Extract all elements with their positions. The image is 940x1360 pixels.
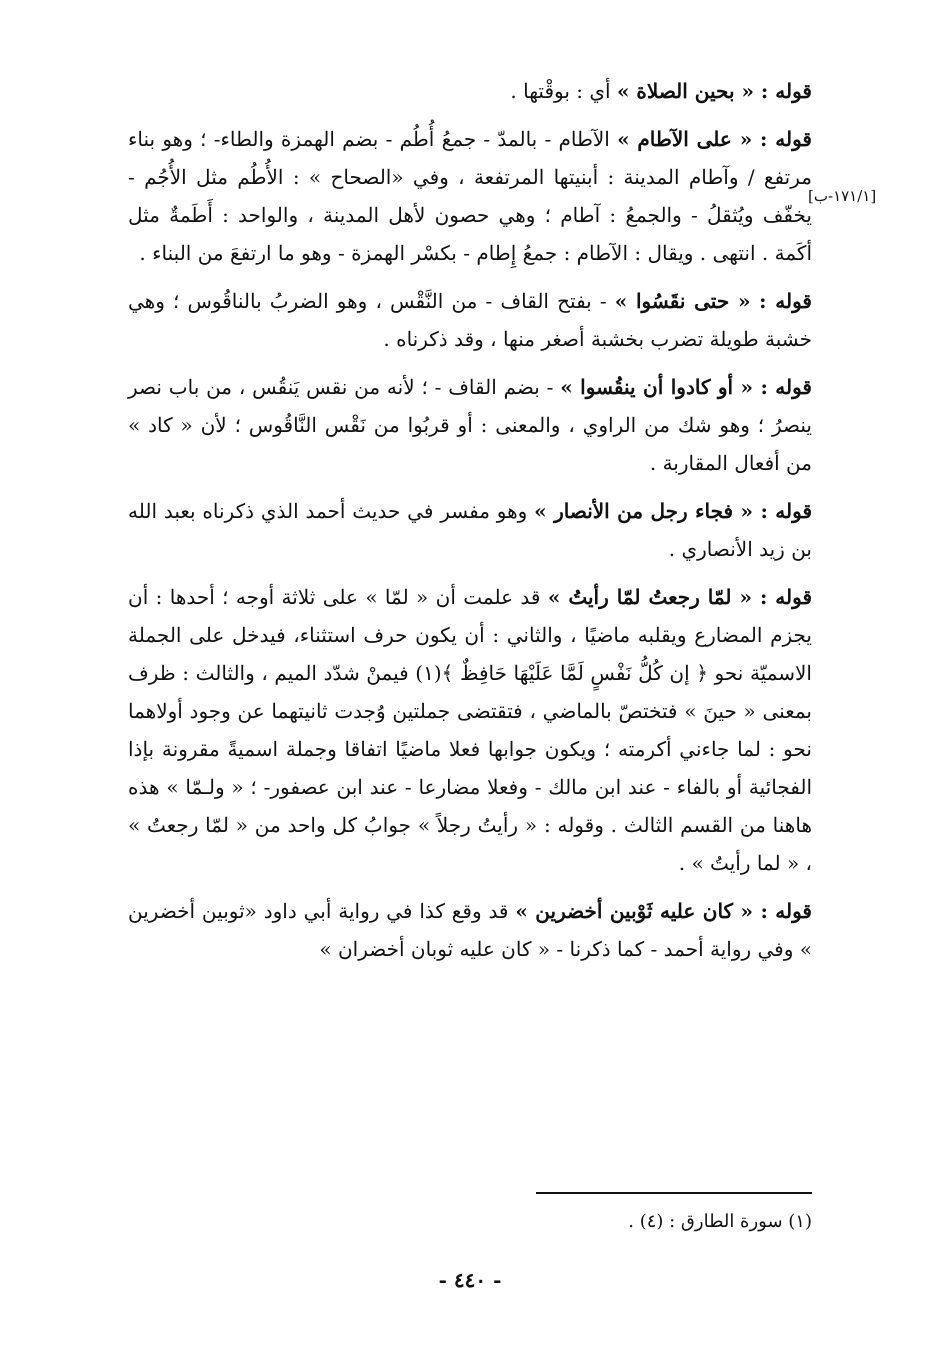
paragraph-body: - بضم القاف - ؛ لأنه من نقس يَنقُس ، من باب نصر ينصرُ ؛ وهو شك من الراوي ، والمعنى : أو قربُوا من نَقْس النَّاقُوس ؛ لأن « كاد » من أفعال المقاربة . (128, 375, 812, 475)
paragraph (128, 892, 812, 968)
paragraph-lead: قوله : « أو كادوا أن ينقُسوا » (560, 375, 812, 399)
paragraph (128, 492, 812, 568)
paragraph (128, 578, 812, 882)
paragraph-lead: قوله : « بحين الصلاة » (616, 79, 812, 103)
paragraph-body: الآطام - بالمدّ - جمعُ أُطُم - بضم الهمزة والطاء- ؛ وهو بناء مرتفع / وآطام المدينة : أبنيتها المرتفعة ، وفي «الصحاح » : الأُطُم مثل الأُجُم - يخفّف ويُثقلُ - والجمعُ : آطام ؛ وهي حصون لأهل المدينة ، والواحد : أَطَمةٌ مثل أكَمة . انتهى . ويقال : الآطام : جمعُ إِطام - بكسْر الهمزة - وهو ما ارتفعَ من البناء . (128, 127, 812, 265)
paragraph-body: قد وقع كذا في رواية أبي داود «ثوبين أخضرين » وفي رواية أحمد - كما ذكرنا - « كان عليه ثوبان أخضران » (128, 899, 812, 961)
page-number: - ٤٤٠ - (438, 1268, 502, 1292)
paragraph-lead: قوله : « على الآطام » (617, 127, 812, 151)
paragraph-body: قد علمت أن « لمّا » على ثلاثة أوجه ؛ أحدها : أن يجزم المضارع ويقلبه ماضيًا ، والثاني : أن يكون حرف استثناء، فيدخل على الجملة الاسميّة نحو ﴿ إن كُلُّ نَفْسٍ لَمَّا عَلَيْهَا حَافِظٌ ﴾(١) فيمنْ شدّد الميم ، والثالث : ظرف بمعنى « حينَ » فتختصّ بالماضي ، فتقتضى جملتين وُجدت ثانيتهما عن وجود أولاهما نحو : لما جاءني أكرمته ؛ ويكون جوابها فعلا ماضيًا اتفاقا وجملة اسميةً مقرونة بإذا الفجائية أو بالفاء - عند ابن مالك - وفعلا مضارعا - عند ابن عصفور- ؛ « ولـمّا » هذه هاهنا من القسم الثالث . وقوله : « رأيتُ رجلاً » جوابُ كل واحد من « لمّا رجعتُ » ، « لما رأيتُ » . (128, 585, 812, 875)
manuscript-folio-note: [١٧١/١-ب] (808, 187, 877, 205)
paragraph-body: - بفتح القاف - من النَّقْس ، وهو الضربُ بالناقُوس ؛ وهي خشبة طويلة تضرب بخشبة أصغر منها ، وقد ذكرناه . (128, 289, 812, 351)
paragraph-lead: قوله : « لمّا رجعتُ لمّا رأيتُ » (547, 585, 813, 609)
paragraph (128, 72, 812, 110)
footnote: (١) سورة الطارق : (٤) . (628, 1211, 812, 1232)
main-text (128, 72, 812, 978)
paragraph (128, 368, 812, 482)
paragraph-lead: قوله : « فجاء رجل من الأنصار » (534, 499, 813, 523)
paragraph-lead: قوله : « كان عليه ثَوْبين أخضرين » (515, 899, 812, 923)
paragraph-body: أي : بوقْتها . (510, 79, 617, 103)
paragraph (128, 120, 812, 272)
paragraph-body: وهو مفسر في حديث أحمد الذي ذكرناه بعبد الله بن زيد الأنصاري . (128, 499, 812, 561)
footnote-divider (536, 1192, 812, 1194)
paragraph (128, 282, 812, 358)
paragraph-lead: قوله : « حتى نقَسُوا » (614, 289, 812, 313)
